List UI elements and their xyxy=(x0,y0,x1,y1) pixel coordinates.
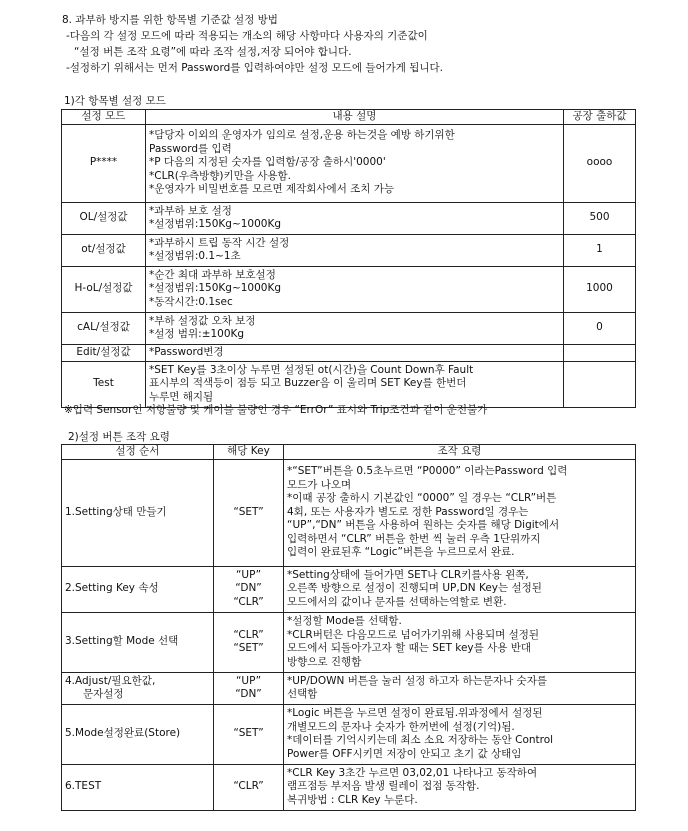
mode-cell: cAL/설정값 xyxy=(62,312,146,344)
step-cell xyxy=(62,612,214,672)
step-label: 2.Setting Key 속성 xyxy=(65,582,159,595)
description-cell xyxy=(146,344,564,361)
operation-line: *UP/DOWN 버튼을 눌러 설정 하고자 하는문자나 숫자를 xyxy=(287,674,547,687)
table-row xyxy=(62,266,636,312)
table-row xyxy=(62,124,636,202)
table-row xyxy=(62,234,636,266)
column-header: 설정 모드 xyxy=(62,110,146,125)
description-line: *SET Key를 3초이상 누루면 설정된 ot(시간)을 Count Down후 Fault xyxy=(149,363,474,376)
step-cell xyxy=(62,566,214,612)
description-cell xyxy=(146,266,564,312)
step-cell xyxy=(62,764,214,810)
key-label: “SET” xyxy=(233,727,264,740)
key-cell xyxy=(214,612,284,672)
table-row xyxy=(62,459,636,566)
mode-cell: Test xyxy=(62,361,146,407)
table-header-row xyxy=(62,445,636,460)
mode-cell: P**** xyxy=(62,124,146,202)
key-label: “UP” xyxy=(235,568,262,581)
operation-line: 모드에서의 값이나 문자를 선택하는역할로 변환. xyxy=(287,595,507,608)
factory-value-cell xyxy=(564,361,636,407)
description-line: *설정 범위:±100Kg xyxy=(149,328,245,340)
step-cell xyxy=(62,459,214,566)
operation-cell xyxy=(284,566,636,612)
operation-line: *CLR Key 3초간 누르면 03,02,01 나타나고 동작하여 xyxy=(287,766,538,779)
key-cell xyxy=(214,704,284,764)
table-header-row xyxy=(62,110,636,125)
operation-line: *이때 공장 출하시 기본값인 “0000” 일 경우는 “CLR”버튼 xyxy=(287,492,557,505)
step-label: 4.Adjust/필요한값, xyxy=(65,674,156,687)
header-line: “설정 버튼 조작 요령”에 따라 조작 설정,저장 되어야 합니다. xyxy=(74,46,352,58)
description-line: *설정범위:0.1~1초 xyxy=(149,250,241,262)
header-line: 8. 과부하 방지를 위한 항목별 기준값 설정 방법 xyxy=(62,14,278,26)
operation-line: 모드가 나오며 xyxy=(287,478,352,491)
description-line: *과부하시 트립 동작 시간 설정 xyxy=(149,236,290,249)
key-cell xyxy=(214,566,284,612)
description-line: *과부하 보호 설정 xyxy=(149,204,232,217)
description-line: *CLR(우측방향)키만을 사용함. xyxy=(149,169,292,182)
column-header: 조작 요령 xyxy=(284,445,636,460)
table-row xyxy=(62,672,636,704)
description-cell xyxy=(146,234,564,266)
description-line: *부하 설정값 오차 보정 xyxy=(149,314,256,327)
factory-value-cell: oooo xyxy=(564,124,636,202)
mode-cell: Edit/설정값 xyxy=(62,344,146,361)
table-row xyxy=(62,612,636,672)
operation-line: 선택함 xyxy=(287,688,318,700)
factory-value-cell xyxy=(564,344,636,361)
description-cell xyxy=(146,312,564,344)
step-label: 6.TEST xyxy=(65,780,102,793)
table-row xyxy=(62,566,636,612)
step-label: 3.Setting할 Mode 선택 xyxy=(65,635,179,648)
operation-line: *CLR버턴은 다음모드로 넘어가기위해 사용되며 설정된 xyxy=(287,628,540,641)
description-cell xyxy=(146,202,564,234)
sensor-note: ※입력 Sensor인 저항불량 및 케이블 불량인 경우 “ErrOr” 표시와 Trip조건과 같이 운전불가 xyxy=(64,404,488,416)
operation-cell xyxy=(284,672,636,704)
table-row xyxy=(62,312,636,344)
description-line: *Password변경 xyxy=(149,345,224,358)
operation-line: 램프점등 부저음 발생 릴레이 접점 동작함. xyxy=(287,780,480,793)
section2-title: 2)설정 버튼 조작 요령 xyxy=(68,431,170,443)
button-operation-table xyxy=(61,444,636,811)
key-label: “DN” xyxy=(235,582,262,595)
operation-line: 모드에서 되돌아가고자 할 때는 SET key를 사용 반대 xyxy=(287,642,532,654)
key-label: “UP” xyxy=(235,674,262,687)
description-line: *설정범위:150Kg~1000Kg xyxy=(149,282,282,295)
description-line: *담당자 이외의 운영자가 임의로 설정,운용 하는것을 예방 하기위한 xyxy=(149,129,455,142)
table-row xyxy=(62,764,636,810)
key-label: “SET” xyxy=(233,505,264,518)
description-line: 누루면 해지됨 xyxy=(149,390,214,403)
key-cell xyxy=(214,672,284,704)
description-line: *동작시간:0.1sec xyxy=(149,295,233,308)
step-label: 1.Setting상태 만들기 xyxy=(65,505,167,518)
operation-line: 방향으로 진행함 xyxy=(287,655,362,668)
key-cell xyxy=(214,764,284,810)
operation-cell xyxy=(284,459,636,566)
operation-line: Power를 OFF시키면 저장이 안되고 초기 값 상태임 xyxy=(287,747,522,760)
factory-value-cell: 1000 xyxy=(564,266,636,312)
settings-mode-table xyxy=(61,109,636,408)
column-header: 공장 출하값 xyxy=(564,110,636,125)
description-cell xyxy=(146,124,564,202)
operation-line: *Logic 버튼을 누르면 설정이 완료됨.위과정에서 설정된 xyxy=(287,707,543,719)
operation-line: *“SET”버튼을 0.5초누르면 “P0000” 이라는Password 입력 xyxy=(287,465,568,478)
column-header: 내용 설명 xyxy=(146,110,564,125)
document-header xyxy=(62,12,443,76)
operation-cell xyxy=(284,704,636,764)
operation-line: “UP”,“DN” 버튼을 사용하여 원하는 숫자를 해당 Digit에서 xyxy=(287,519,560,532)
operation-line: 복귀방법 : CLR Key 누룬다. xyxy=(287,793,418,806)
step-label: 5.Mode설정완료(Store) xyxy=(65,727,181,740)
column-header: 해당 Key xyxy=(214,445,284,460)
description-line: *P 다음의 지정된 숫자를 입력함/공장 출하시'0000' xyxy=(149,156,386,169)
mode-cell: ot/설정값 xyxy=(62,234,146,266)
header-line: -설정하기 위해서는 먼저 Password를 입력하여야만 설정 모드에 들어가게 됩니다. xyxy=(66,62,444,74)
key-label: “DN” xyxy=(235,688,262,700)
operation-line: *Setting상태에 들어가면 SET나 CLR키를사용 왼쪽, xyxy=(287,568,529,581)
operation-cell xyxy=(284,764,636,810)
step-cell xyxy=(62,672,214,704)
description-line: *설정범위:150Kg~1000Kg xyxy=(149,218,282,230)
table-row xyxy=(62,704,636,764)
mode-cell: H-oL/설정값 xyxy=(62,266,146,312)
factory-value-cell: 500 xyxy=(564,202,636,234)
mode-cell: OL/설정값 xyxy=(62,202,146,234)
key-label: “SET” xyxy=(233,642,264,654)
step-label: 문자설정 xyxy=(83,688,124,700)
factory-value-cell: 1 xyxy=(564,234,636,266)
operation-line: 입력이 완료된후 “Logic”버튼을 누르므로서 완료. xyxy=(287,546,515,559)
key-label: “CLR” xyxy=(233,595,264,608)
key-label: “CLR” xyxy=(233,780,264,793)
column-header: 설정 순서 xyxy=(62,445,214,460)
section1-title: 1)각 항목별 설정 모드 xyxy=(64,95,166,107)
table-row xyxy=(62,202,636,234)
operation-line: 입력하면서 “CLR” 버튼을 한번 씩 눌러 우측 1단위까지 xyxy=(287,532,541,545)
operation-line: *설정할 Mode를 선택함. xyxy=(287,615,402,627)
table-row xyxy=(62,344,636,361)
description-line: Password를 입력 xyxy=(149,142,232,155)
operation-cell xyxy=(284,612,636,672)
factory-value-cell: 0 xyxy=(564,312,636,344)
description-line: 표시부의 적색등이 점등 되고 Buzzer음 이 울리며 SET Key를 한번더 xyxy=(149,377,467,390)
table-row xyxy=(62,361,636,407)
operation-line: *데이터를 기억시키는데 최소 소요 저장하는 동안 Control xyxy=(287,734,554,746)
step-cell xyxy=(62,704,214,764)
key-label: “CLR” xyxy=(233,628,264,641)
operation-line: 오른쪽 방향으로 설정이 진행되며 UP,DN Key는 설정된 xyxy=(287,582,542,595)
description-cell xyxy=(146,361,564,407)
description-line: *순간 최대 과부하 보호설정 xyxy=(149,268,276,281)
description-line: *운영자가 비밀번호를 모르면 제작회사에서 조치 가능 xyxy=(149,183,395,196)
operation-line: 개별모드의 문자나 숫자가 한꺼번에 설정(기억)됨. xyxy=(287,720,515,733)
key-cell xyxy=(214,459,284,566)
header-line: -다음의 각 설정 모드에 따라 적용되는 개소의 해당 사항마다 사용자의 기준값이 xyxy=(66,30,428,42)
operation-line: 4회, 또는 사용자가 별도로 정한 Password일 경우는 xyxy=(287,505,529,518)
